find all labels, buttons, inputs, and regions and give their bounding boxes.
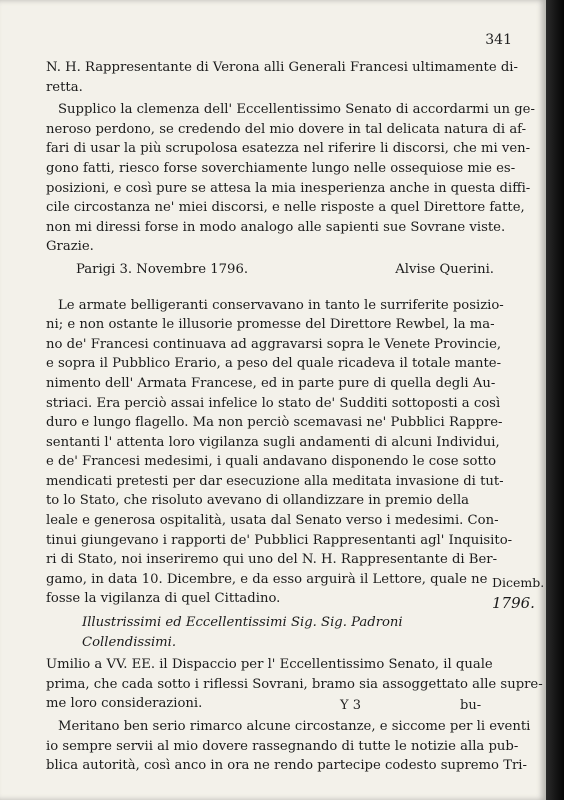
text-line: posizioni, e così pure se attesa la mia inesperienza anche in questa diffi-: [46, 180, 531, 196]
text-line: duro e lungo flagello. Ma non perciò scemavasi ne' Pubblici Rappre-: [46, 415, 503, 431]
text-line: sentanti l' attenta loro vigilanza sugli andamenti di alcuni Individui,: [46, 434, 500, 450]
text-line: io sempre servii al mio dovere rassegnando di tutte le notizie alla pub-: [46, 738, 519, 754]
text-line: tinui giungevano i rapporti de' Pubblici Rappresentanti agl' Inquisito-: [46, 532, 513, 548]
text-line: to lo Stato, che risoluto avevano di ollandizzare in premio della: [46, 493, 470, 509]
text-line: ri di Stato, noi inseriremo qui uno del N. H. Rappresentante di Ber-: [46, 552, 498, 568]
text-line: neroso perdono, se credendo del mio dovere in tal delicata natura di af-: [46, 121, 527, 137]
page-edge-shadow: [546, 0, 564, 800]
text-line: fosse la vigilanza di quel Cittadino.: [46, 591, 281, 607]
text-line: fari di usar la più scrupolosa esatezza nel riferire li discorsi, che mi ven-: [46, 141, 531, 157]
text-line: cile circostanza ne' miei discorsi, e nelle risposte a quel Direttore fatte,: [46, 200, 525, 216]
text-line: non mi diressi forse in modo analogo alle sapienti sue Sovrane viste.: [46, 219, 506, 235]
letter-date: Parigi 3. Novembre 1796.: [76, 261, 249, 277]
page-text: [46, 58, 543, 779]
text-line: nimento dell' Armata Francese, ed in parte pure di quella degli Au-: [46, 375, 496, 391]
text-line: mendicati pretesti per dar esecuzione alla meditata invasione di tut-: [46, 473, 504, 489]
text-line: ni; e non ostante le illusorie promesse del Direttore Rewbel, la ma-: [46, 317, 495, 333]
page-number: 341: [485, 32, 512, 48]
text-line: Le armate belligeranti conservavano in tanto le surriferite posizio-: [58, 297, 504, 313]
paragraph-supplication: [46, 100, 535, 257]
text-line: me loro considerazioni.: [46, 696, 203, 712]
text-line: Umilio a VV. EE. il Dispaccio per l' Eccellentissimo Senato, il quale: [46, 657, 493, 673]
text-line: no de' Francesi continuava ad aggravarsi sopra le Venete Provincie,: [46, 336, 502, 352]
margin-note-year: 1796.: [492, 594, 535, 612]
catchword: bu-: [460, 698, 482, 713]
text-line: e sopra il Pubblico Erario, a peso del quale ricadeva il totale mante-: [46, 356, 502, 372]
dateline: [46, 260, 494, 280]
margin-note-month: Dicemb.: [492, 575, 545, 590]
paragraph-dispatch: [46, 655, 543, 714]
text-line: gono fatti, riesco forse soverchiamente lungo nelle ossequiose mie es-: [46, 160, 516, 176]
text-line: e de' Francesi medesimi, i quali andavano disponendo le cose sotto: [46, 454, 497, 470]
text-line: retta.: [46, 79, 83, 95]
text-line: prima, che cada sotto i riflessi Sovrani, bramo sia assoggettato alle supre-: [46, 676, 543, 692]
text-line: Supplico la clemenza dell' Eccellentissimo Senato di accordarmi un ge-: [58, 102, 535, 118]
signature-mark: Y 3: [340, 698, 361, 713]
text-line: N. H. Rappresentante di Verona alli Generali Francesi ultimamente di-: [46, 60, 518, 75]
text-line: Grazie.: [46, 239, 94, 255]
letter-signature: Alvise Querini.: [395, 261, 494, 277]
text-line: leale e generosa ospitalità, usata dal Senato verso i medesimi. Con-: [46, 513, 499, 529]
text-line: striaci. Era perciò assai infelice lo stato de' Sudditi sottoposti a così: [46, 395, 501, 411]
paragraph-narrative: [46, 296, 513, 610]
paragraph-heading-end: [46, 58, 518, 97]
letter-salutation: Illustrissimi ed Eccellentissimi Sig. Sig. Padroni Collendissimi.: [82, 615, 403, 650]
text-line: gamo, in data 10. Dicembre, e da esso arguirà il Lettore, quale ne: [46, 571, 488, 587]
paragraph-remarks: [46, 717, 531, 776]
text-line: blica autorità, così anco in ora ne rendo partecipe codesto supremo Tri-: [46, 758, 527, 774]
text-line: Meritano ben serio rimarco alcune circostanze, e siccome per li eventi: [58, 719, 531, 734]
